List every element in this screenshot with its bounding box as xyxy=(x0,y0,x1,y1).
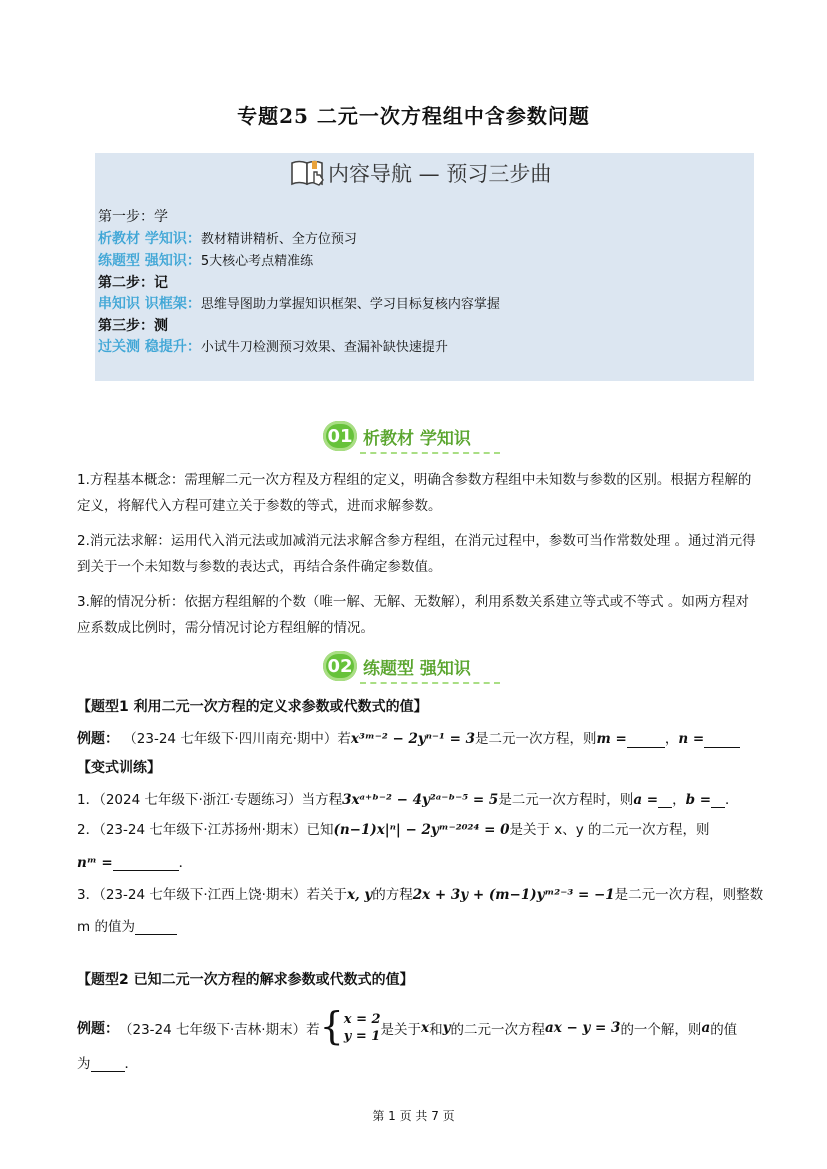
question-text: m 的值为 xyxy=(77,919,135,935)
question-source: 1．（2024 七年级下·浙江·专题练习）当方程 xyxy=(77,792,343,808)
answer-blank xyxy=(113,856,179,871)
section-number: 01 xyxy=(323,421,357,451)
knowledge-point: 2.消元法求解：运用代入消元法或加减消元法求解含参方程组，在消元过程中，参数可当作常数处理 。通过消元得到关于一个未知数与参数的表达式，再结合条件确定参数值。 xyxy=(77,533,756,575)
question-equation: (n−1)x|ⁿ| − 2yᵐ⁻²⁰²⁴ = 0 xyxy=(333,822,510,838)
page-title: 专题25 二元一次方程组中含参数问题 xyxy=(237,104,590,128)
step-desc: 教材精讲精析、全方位预习 xyxy=(200,232,357,247)
question-text: 的方程 xyxy=(372,887,413,903)
type2-heading: 【题型2 已知二元一次方程的解求参数或代数式的值】 xyxy=(77,972,414,988)
knowledge-point: 3.解的情况分析：依据方程组解的个数（唯一解、无解、无数解），利用系数关系建立等式或不等式 。如两方程对应系数成比例时，需分情况讨论方程组解的情况。 xyxy=(77,594,749,636)
var-x: x xyxy=(421,1020,430,1036)
answer-b-label: b = xyxy=(685,792,712,808)
answer-blank xyxy=(91,1057,125,1072)
question-3 xyxy=(77,883,763,903)
step-tag: 练题型 强知识： xyxy=(98,253,201,269)
answer-blank xyxy=(711,793,725,808)
question-2-answer: nᵐ = ． xyxy=(77,855,193,871)
example-text: 是关于 xyxy=(380,1022,422,1038)
example-text: 的二元一次方程 xyxy=(450,1022,545,1038)
step-heading: 第二步：记 xyxy=(98,275,168,291)
answer-label: nᵐ = xyxy=(77,855,113,871)
system-eq-bottom: y = 1 xyxy=(343,1029,381,1044)
knowledge-point: 1.方程基本概念：需理解二元一次方程及方程组的定义，明确含参数方程组中未知数与参数的区别。根据方程解的定义，将解代入方程可建立关于参数的等式，进而求解参数。 xyxy=(77,472,752,514)
step-desc: 小试牛刀检测预习效果、查漏补缺快速提升 xyxy=(200,340,448,355)
step-tag: 析教材 学知识： xyxy=(98,231,201,247)
example-text: 是二元一次方程，则 xyxy=(475,731,597,747)
section-label: 练题型 强知识 xyxy=(363,658,471,679)
divider xyxy=(360,682,500,684)
example-text: 为 xyxy=(77,1056,91,1072)
nav-header xyxy=(290,155,551,191)
answer-n-label: n = xyxy=(678,731,705,747)
section-label: 析教材 学知识 xyxy=(363,428,471,449)
example-label: 例题： xyxy=(77,731,119,747)
example-equation: ax − y = 3 xyxy=(544,1020,621,1036)
section-badge-01 xyxy=(323,420,471,452)
answer-blank xyxy=(704,733,740,748)
question-text: 是二元一次方程时，则 xyxy=(498,792,634,808)
answer-blank xyxy=(627,733,665,748)
page-footer: 第 1 页 共 7 页 xyxy=(372,1109,455,1123)
book-pointer-icon xyxy=(290,158,326,188)
question-equation: 3xᵃ⁺ᵇ⁻² − 4y²ᵃ⁻ᵇ⁻⁵ = 5 xyxy=(342,792,499,808)
example-source: （23-24 七年级下·吉林·期末）若 xyxy=(119,1022,320,1038)
question-3-line2 xyxy=(77,915,177,935)
section-number: 02 xyxy=(323,651,357,681)
equation-system xyxy=(344,1011,381,1045)
question-text: 是二元一次方程，则整数 xyxy=(614,887,764,903)
step-heading: 第三步：测 xyxy=(98,318,168,334)
question-text: 是关于 x、y 的二元一次方程，则 xyxy=(509,822,710,838)
var-a: a xyxy=(701,1020,711,1036)
example-equation: x³ᵐ⁻² − 2yⁿ⁻¹ = 3 xyxy=(350,731,476,747)
var-y: y xyxy=(442,1020,451,1036)
divider xyxy=(360,452,500,454)
answer-m-label: m = xyxy=(596,731,627,747)
nav-title: 内容导航 — 预习三步曲 xyxy=(328,162,552,186)
example-text: 的值 xyxy=(710,1022,738,1038)
step-desc: 思维导图助力掌握知识框架、学习目标复核内容掌握 xyxy=(200,297,500,312)
variant-heading: 【变式训练】 xyxy=(77,760,161,776)
question-1: 1．（2024 七年级下·浙江·专题练习）当方程3xᵃ⁺ᵇ⁻² − 4y²ᵃ⁻ᵇ⁻⁵ = 5是二元一次方程时，则a = ，b = ． xyxy=(77,792,739,808)
type2-example-line2: 为 ． xyxy=(77,1056,138,1072)
question-source: 3．（23-24 七年级下·江西上饶·期末）若关于 xyxy=(77,887,347,903)
example-label: 例题： xyxy=(77,1021,119,1037)
step-item xyxy=(98,229,357,251)
answer-a-label: a = xyxy=(633,792,659,808)
step-item xyxy=(98,337,448,359)
question-source: 2．（23-24 七年级下·江苏扬州·期末）已知 xyxy=(77,822,334,838)
type1-heading: 【题型1 利用二元一次方程的定义求参数或代数式的值】 xyxy=(77,699,428,715)
answer-blank xyxy=(658,793,672,808)
example-source: （23-24 七年级下·四川南充·期中）若 xyxy=(123,731,351,747)
question-vars: x, y xyxy=(346,887,373,903)
step-desc: 5大核心考点精准练 xyxy=(200,254,314,269)
system-eq-top: x = 2 xyxy=(343,1012,381,1027)
example-text: 和 xyxy=(429,1022,443,1038)
type2-example xyxy=(77,1004,738,1048)
section-badge-02 xyxy=(323,650,471,682)
step-tag: 串知识 识框架： xyxy=(98,296,201,312)
type1-example: 例题： （23-24 七年级下·四川南充·期中）若x³ᵐ⁻² − 2yⁿ⁻¹ = 3是二元一次方程，则m = ，n = xyxy=(77,727,740,748)
question-equation: 2x + 3y + (m−1)yᵐ²⁻³ = −1 xyxy=(412,887,615,903)
step-heading: 第一步：学 xyxy=(98,209,168,225)
step-item xyxy=(98,294,500,316)
question-2 xyxy=(77,818,710,838)
example-text: 的一个解，则 xyxy=(620,1022,702,1038)
step-tag: 过关测 稳提升： xyxy=(98,339,201,355)
step-item xyxy=(98,251,313,273)
system-brace: { xyxy=(319,1004,344,1048)
answer-blank xyxy=(135,920,177,935)
